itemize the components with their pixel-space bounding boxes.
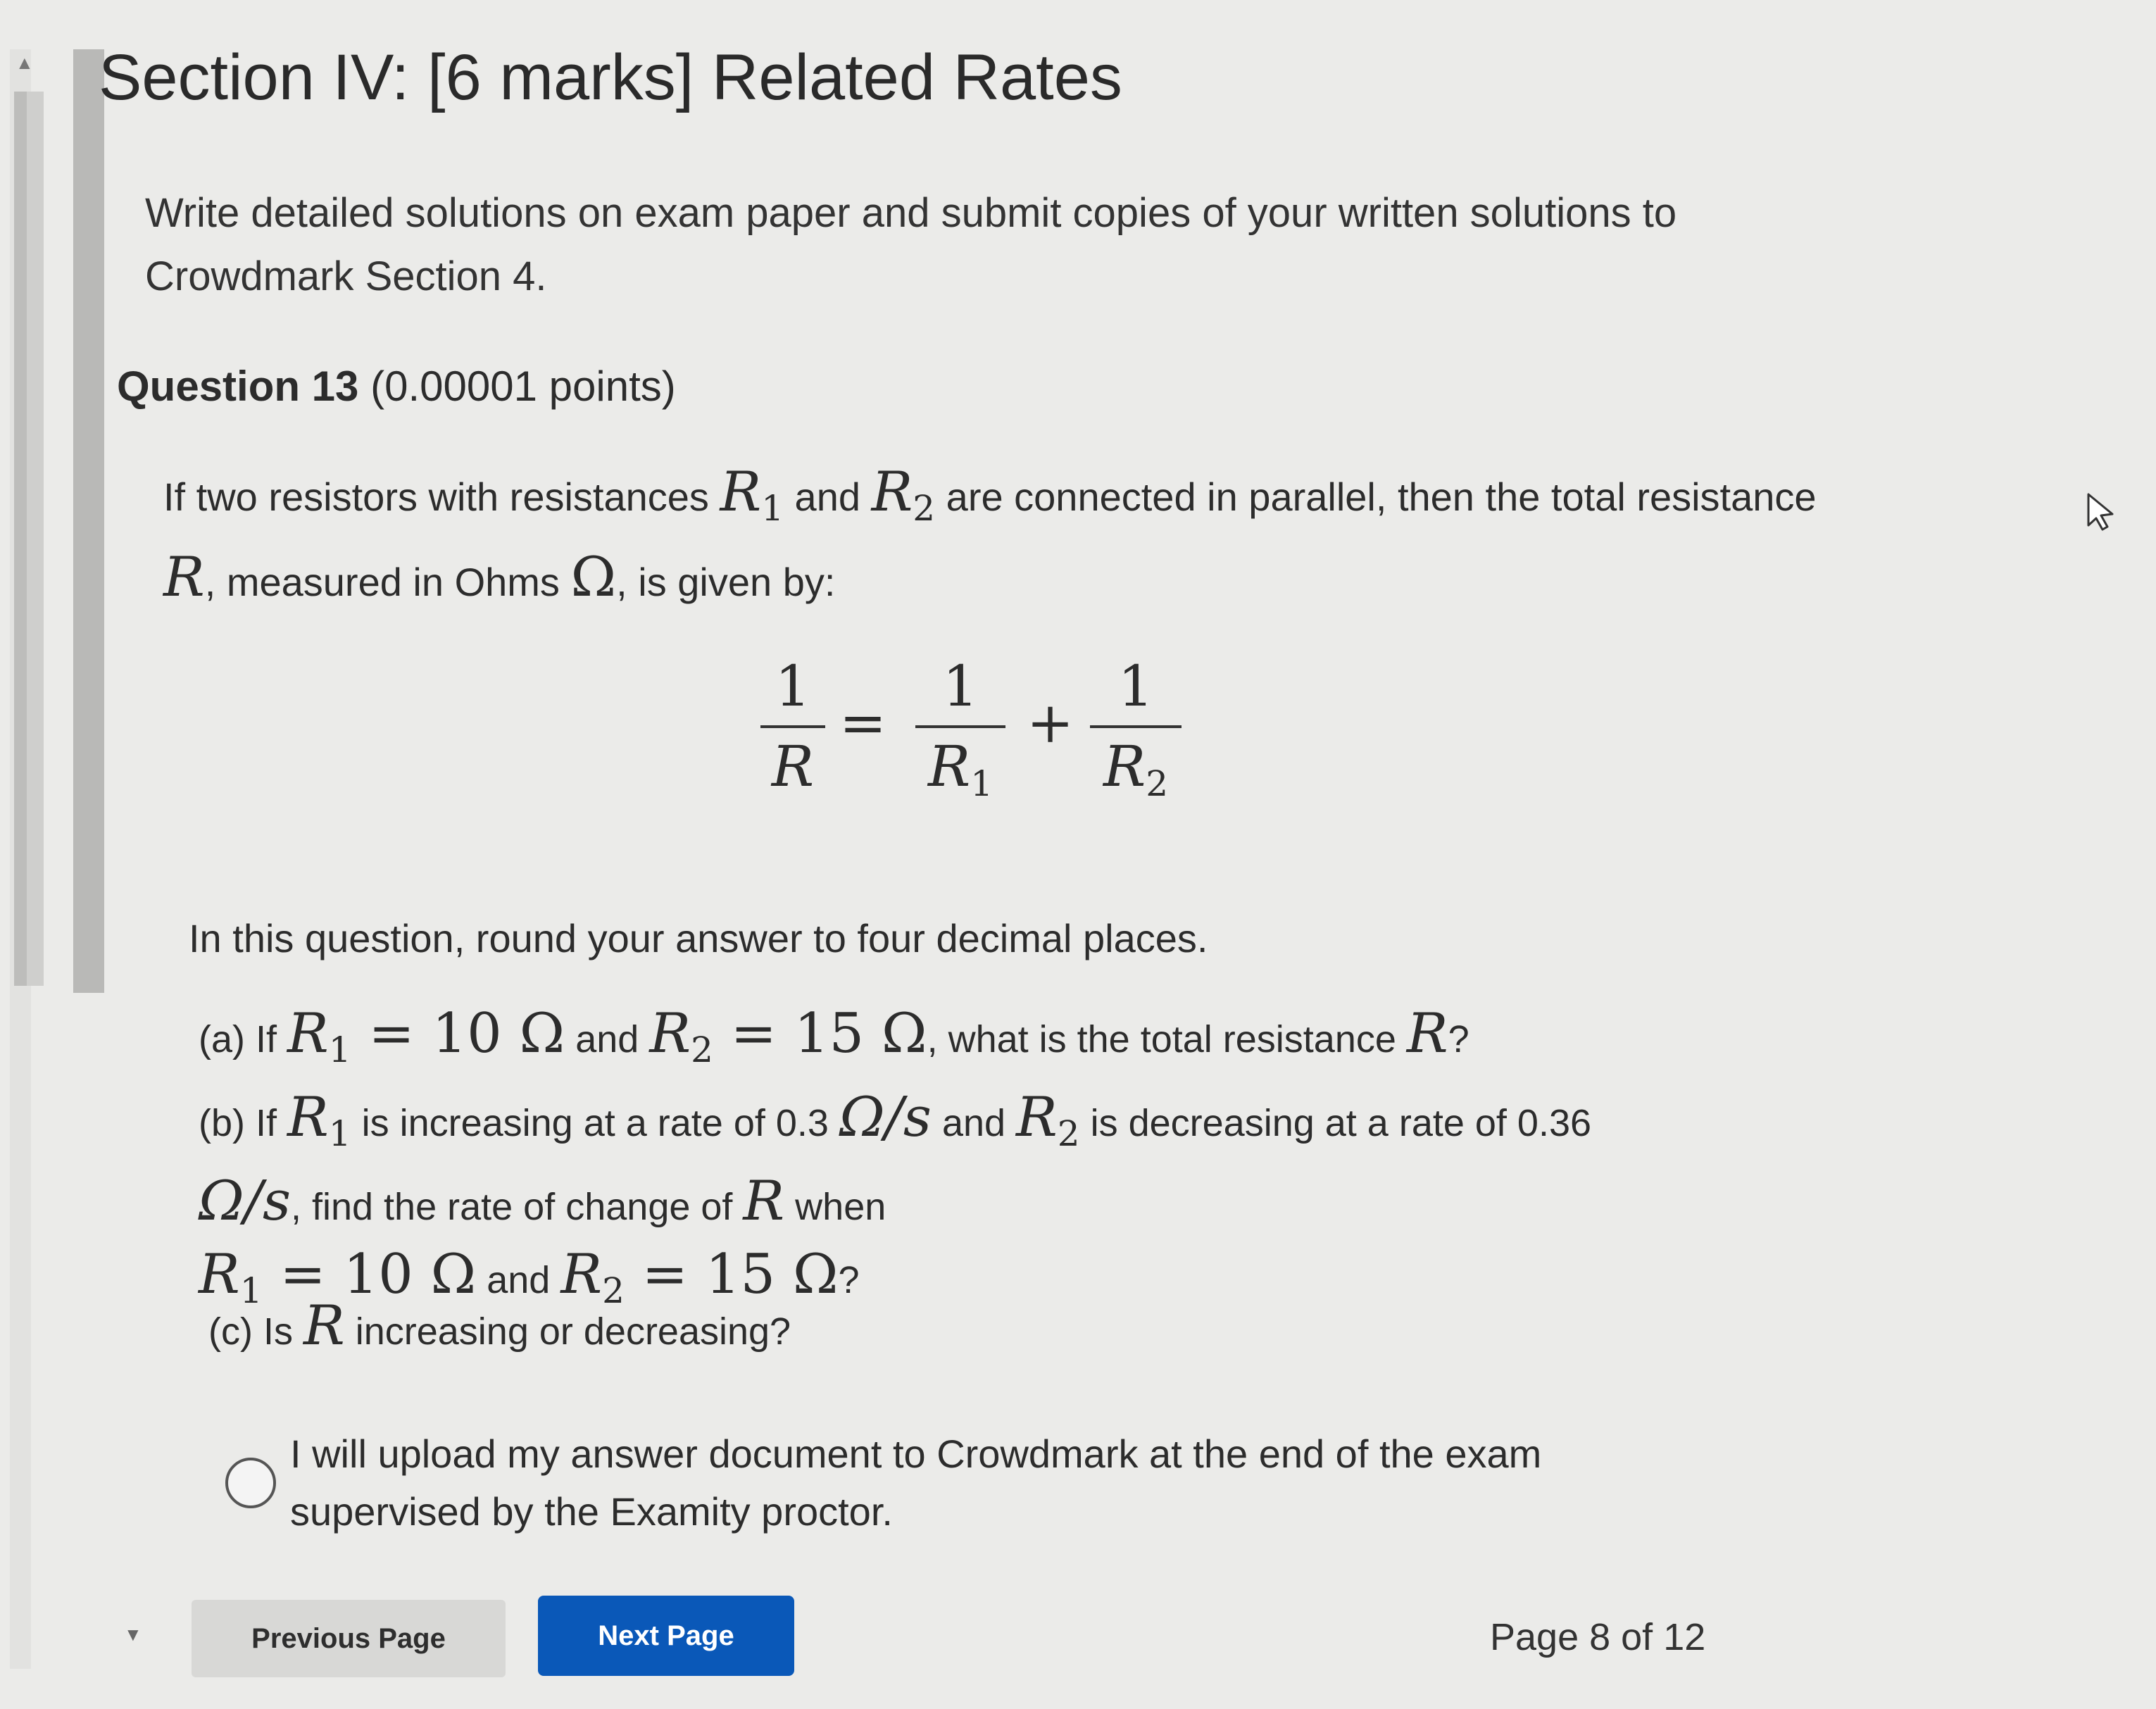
upload-confirmation-label[interactable]: I will upload my answer document to Crowdmark at the end of the exam supervised by the Examity proctor. [290,1432,1542,1534]
section-instructions: Write detailed solutions on exam paper and submit copies of your written solutions to Crowdmark Section 4. [145,190,1677,299]
var-r1: $R_1$ [720,461,784,529]
upload-confirmation-radio[interactable] [225,1458,276,1508]
part-b: (b) If $R_1$ is increasing at a rate of 0.3 Ω/s and $R_2$ is decreasing at a rate of 0.36 Ω/s, find the rate of change of R when $R_1 = 10$ Ω and $R_2 = 15$ Ω? [199,1086,1592,1311]
part-c: (c) Is R increasing or decreasing? [208,1294,791,1358]
question-parts [199,1000,1607,1325]
r2-fraction: 1 $R_2$ [1090,648,1182,806]
page-indicator: Page 8 of 12 [1490,1616,1706,1658]
omega-symbol: Ω [570,546,617,609]
scroll-down-arrow-icon[interactable]: ▼ [124,1624,142,1645]
var-r: R [163,546,205,609]
question-intro: If two resistors with resistances $R_1$ and $R_2$ are connected in parallel, then the total resistance R, measured in Ohms Ω, is given by: [163,461,1817,609]
scroll-up-arrow-icon[interactable]: ▲ [15,52,34,73]
section-indicator-bar [73,49,104,993]
rounding-instruction: In this question, round your answer to four decimal places. [189,916,1208,960]
var-r2: $R_2$ [871,461,936,529]
question-points: (0.00001 points) [370,363,676,410]
plus-sign: + [1027,690,1074,756]
scrollbar-thumb[interactable] [14,92,44,986]
r1-fraction: 1 $R_1$ [915,648,1005,806]
lhs-fraction: 1 R [760,648,825,806]
section-title: Section IV: [6 marks] Related Rates [99,42,1122,113]
question-label: Question 13 [117,363,359,410]
equals-sign: = [839,690,887,756]
previous-page-button[interactable]: Previous Page [192,1600,506,1677]
next-page-button[interactable]: Next Page [538,1596,794,1676]
mouse-cursor-icon [2086,492,2118,532]
part-a: (a) If $R_1 = 10$ Ω and $R_2 = 15$ Ω, what is the total resistance R? [199,1002,1469,1070]
question-header [117,362,676,411]
